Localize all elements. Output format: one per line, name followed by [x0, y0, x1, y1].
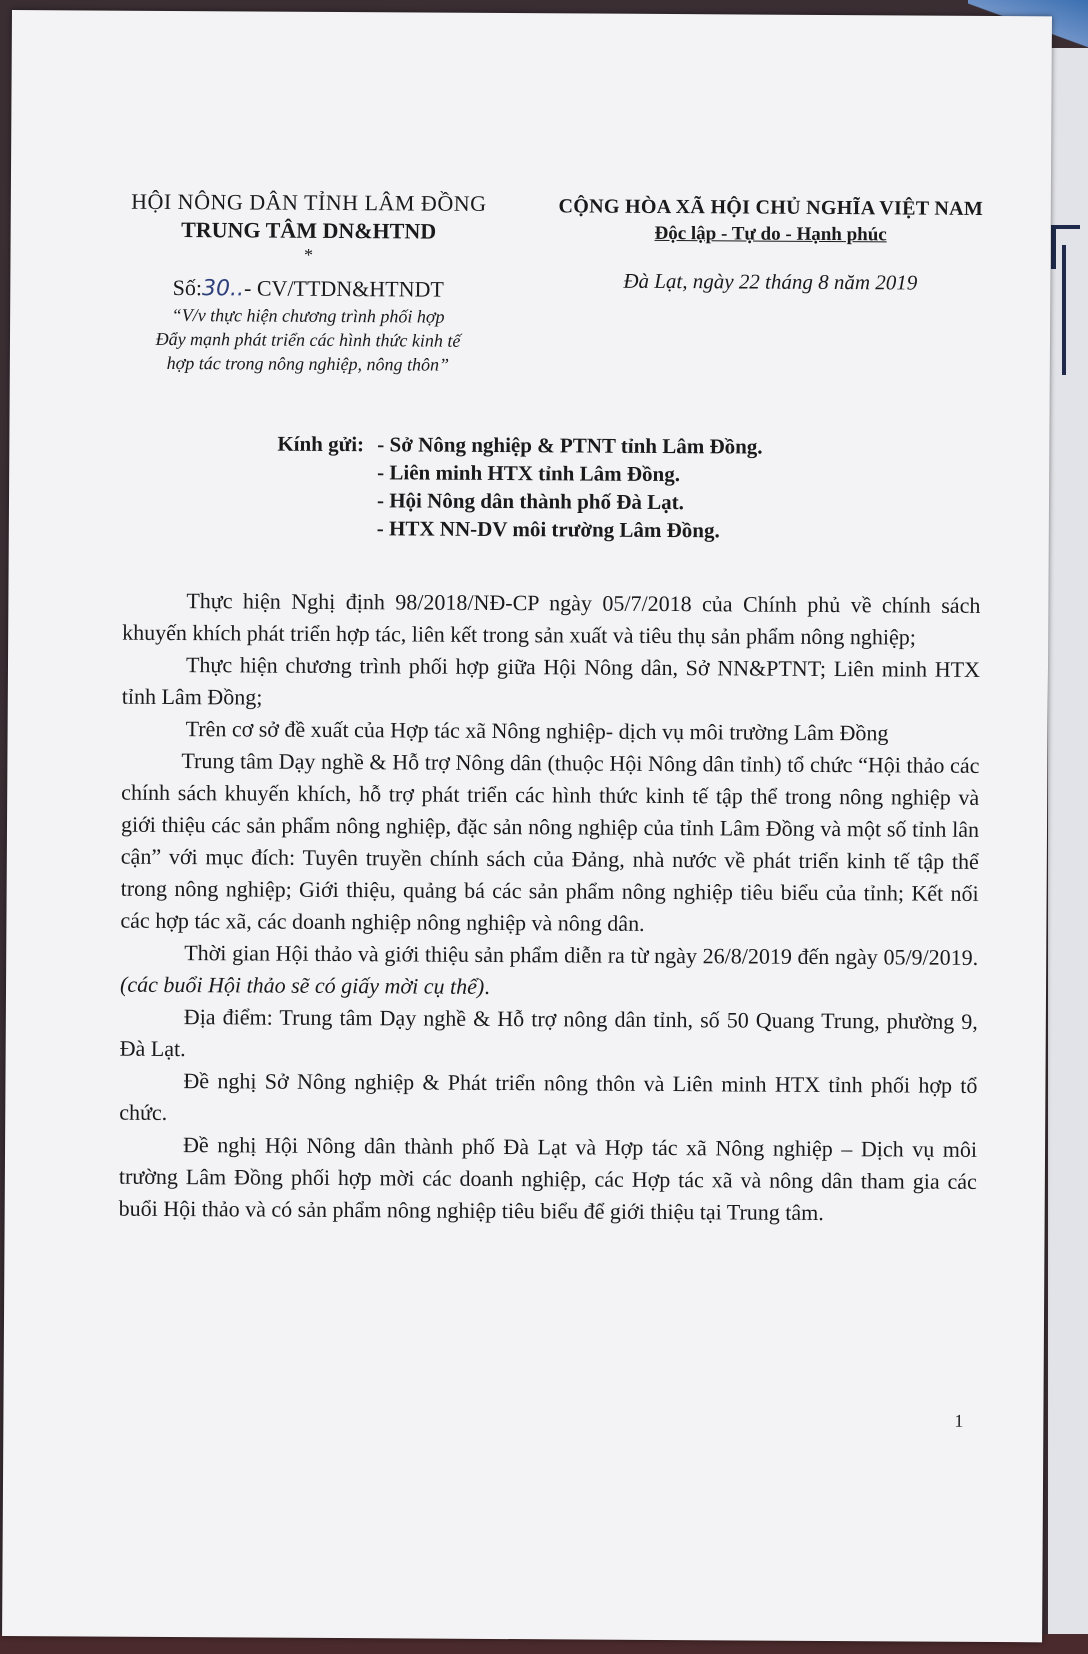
document-number [98, 275, 518, 304]
body-paragraph: Địa điểm: Trung tâm Dạy nghề & Hỗ trợ nông dân tỉnh, số 50 Quang Trung, phường 9, Đà Lạt. [119, 1004, 978, 1062]
body-paragraph: Đề nghị Sở Nông nghiệp & Phát triển nông thôn và Liên minh HTX tỉnh phối hợp tổ chức. [119, 1068, 978, 1125]
place-and-date: Đà Lạt, ngày 22 tháng 8 năm 2019 [623, 268, 918, 295]
doc-no-label: Số: [172, 274, 203, 301]
adjacent-page-bar [1062, 245, 1066, 375]
time-end: . [484, 973, 490, 999]
adjacent-page-edge [1048, 48, 1088, 1654]
center-name: TRUNG TÂM DN&HTND [181, 217, 437, 244]
body-paragraph [120, 937, 978, 1006]
subject-line: hợp tác trong nông nghiệp, nông thôn” [166, 352, 450, 375]
subject-line: Đẩy mạnh phát triển các hình thức kinh tế [155, 328, 461, 351]
sender-header [98, 189, 519, 378]
page-number: 1 [954, 1410, 964, 1431]
nation-title: CỘNG HÒA XÃ HỘI CHỦ NGHĨA VIỆT NAM [558, 195, 984, 220]
recipient-item: - Sở Nông nghiệp & PTNT tỉnh Lâm Đồng. [377, 432, 763, 459]
doc-no-code: - CV/TTDN&HTNDT [243, 275, 444, 302]
recipient-item: - Liên minh HTX tỉnh Lâm Đồng. [377, 460, 681, 487]
recipient-item: - HTX NN-DV môi trường Lâm Đồng. [376, 516, 720, 543]
time-text: Thời gian Hội thảo và giới thiệu sản phẩm diễn ra từ ngày 26/8/2019 đến ngày 05/9/2019. [184, 940, 979, 970]
subject-line: “V/v thực hiện chương trình phối hợp [171, 304, 445, 327]
recipient-item: - Hội Nông dân thành phố Đà Lạt. [376, 488, 685, 515]
body-paragraph: Đề nghị Hội Nông dân thành phố Đà Lạt và Hợp tác xã Nông nghiệp – Dịch vụ môi trường Lâm Đồng phối hợp mời các doanh nghiệp, các Hợp tác xã và nông dân tham gia các buổi Hội thảo và có sản phẩm nông nghiệp tiêu biểu để giới thiệu tại Trung tâm. [118, 1132, 978, 1225]
body-paragraph: Trên cơ sở đề xuất của Hợp tác xã Nông nghiệp- dịch vụ môi trường Lâm Đồng [185, 716, 889, 746]
national-header [530, 195, 1011, 296]
document-subject [98, 303, 518, 378]
organization-name: HỘI NÔNG DÂN TỈNH LÂM ĐỒNG [131, 188, 487, 216]
body-paragraph: Thực hiện Nghị định 98/2018/NĐ-CP ngày 05/7/2018 của Chính phủ về chính sách khuyến khích phát triển hợp tác, liên kết trong sản xuất và tiêu thụ sản phẩm nông nghiệp; [122, 588, 981, 650]
body-paragraph: Trung tâm Dạy nghề & Hỗ trợ Nông dân (thuộc Hội Nông dân tỉnh) tổ chức “Hội thảo các chính sách khuyến khích, hỗ trợ phát triển các hình thức kinh tế tập thể trong nông nghiệp và giới thiệu các sản phẩm nông nghiệp, đặc sản nông nghiệp của tỉnh Lâm Đồng và một số tỉnh lân cận” với mục đích: Tuyên truyền chính sách của Đảng, nhà nước về phát triển kinh tế tập thể trong nông nghiệp; Giới thiệu, quảng bá các sản phẩm nông nghiệp tiêu biểu của tỉnh; Kết nối các hợp tác xã, các doanh nghiệp nông nghiệp và nông dân. [120, 748, 980, 936]
body-paragraph: Thực hiện chương trình phối hợp giữa Hội Nông dân, Sở NN&PTNT; Liên minh HTX tỉnh Lâm Đồng; [121, 652, 981, 710]
header-separator: * [303, 244, 314, 265]
national-motto: Độc lập - Tự do - Hạnh phúc [654, 222, 887, 246]
letter-body [119, 585, 981, 1230]
recipients-block [277, 430, 918, 546]
document-page [2, 10, 1052, 1642]
time-note: (các buổi Hội thảo sẽ có giấy mời cụ thể) [119, 971, 485, 999]
recipients-label: Kính gửi: [277, 431, 365, 457]
doc-no-handwritten: 30.. [202, 276, 245, 302]
